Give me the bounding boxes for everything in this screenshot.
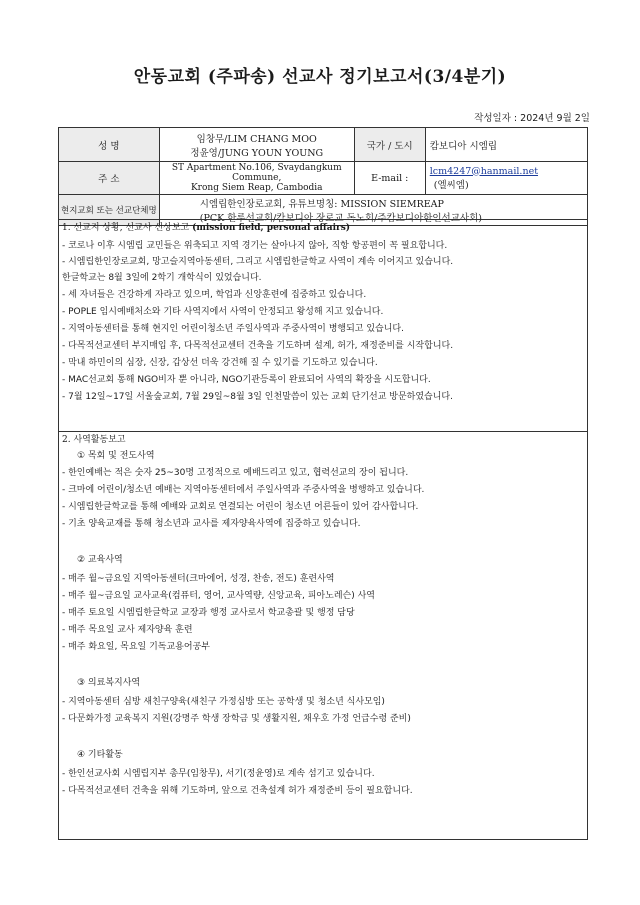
- name-2: 정윤영/JUNG YOUN YOUNG: [190, 147, 324, 159]
- section-1-line: - 막내 하민이의 심장, 신장, 갑상선 더욱 강건해 질 수 있기를 기도하고 있습니다.: [62, 358, 378, 368]
- section-1-line: - 세 자녀들은 건강하게 자라고 있으며, 학업과 신앙훈련에 집중하고 있습니다.: [62, 290, 367, 300]
- email-label: E-mail :: [354, 162, 425, 195]
- section-1-line: - POPLE 임시예배처소와 기타 사역지에서 사역이 안정되고 왕성해 지고 있습니다.: [62, 307, 384, 317]
- section-2-line: - 한인선교사회 시엠립지부 총무(임창무), 서기(정윤영)로 계속 섬기고 있습니다.: [62, 769, 375, 779]
- section-1-heading-en: (mission field, personal affairs): [192, 223, 351, 233]
- section-1-line: - 7월 12일~17일 서울숲교회, 7월 29일~8월 3일 인천말씀이 있는 교회 단기선교 방문하였습니다.: [62, 392, 453, 402]
- email-cell: [425, 162, 587, 195]
- section-2-line: - 기초 양육교재를 통해 청소년과 교사를 제자양육사역에 집중하고 있습니다.: [62, 519, 361, 529]
- section-1-line: - 코로나 이후 시엠립 교민들은 위축되고 지역 경기는 살아나지 않아, 직항 항공편이 꼭 필요합니다.: [62, 241, 448, 251]
- section-2-box: [58, 432, 588, 840]
- section-2-line: - 시엠립한글학교를 통해 예배와 교회로 연결되는 어린이 청소년 어른들이 있어 감사합니다.: [62, 502, 419, 512]
- section-2-line: - 매주 월~금요일 지역아동센터(크마에어, 성경, 찬송, 전도) 훈련사역: [62, 574, 335, 584]
- section-2-line: - 지역아동센터 심방 새친구양육(새친구 가정심방 또는 공학생 및 청소년 식사모임): [62, 697, 385, 707]
- section-1-line: - 다목적선교센터 부지매입 후, 다목적선교센터 건축을 기도하며 설계, 허가, 재정준비를 시작합니다.: [62, 341, 454, 351]
- name-cell: [159, 128, 354, 162]
- section-1-heading-prefix: 1. 선교지 상황, 선교사 신상보고: [62, 223, 193, 233]
- subsection-title: ② 교육사역: [77, 555, 123, 565]
- section-2-line: - 매주 목요일 교사 제자양육 훈련: [62, 625, 193, 635]
- section-1-line: 한글학교는 8월 3일에 2학기 개학식이 있었습니다.: [62, 273, 262, 283]
- name-label: 성 명: [59, 128, 160, 162]
- info-table: [58, 127, 588, 226]
- section-2-line: - 크마에 어린이/청소년 예배는 지역아동센터에서 주일사역과 주중사역을 병행하고 있습니다.: [62, 485, 425, 495]
- subsection-title: ① 목회 및 전도사역: [77, 451, 155, 461]
- email-note: (엘씨엠): [433, 179, 469, 191]
- country-value: 캄보디아 시엠립: [425, 128, 587, 162]
- address-1: ST Apartment No.106, Svaydangkum Commune,: [171, 163, 342, 183]
- org-label: 현지교회 또는 선교단체명: [59, 195, 160, 226]
- subsection-title: ④ 기타활동: [77, 750, 123, 760]
- section-1-line: - MAC선교회 통해 NGO비자 뿐 아니라, NGO기관등록이 완료되어 사역의 확장을 시도합니다.: [62, 375, 431, 385]
- section-2-line: - 매주 월~금요일 교사교육(컴퓨터, 영어, 교사역량, 신앙교육, 피아노레슨) 사역: [62, 591, 375, 601]
- section-1-box: [58, 219, 588, 432]
- address-label: 주 소: [59, 162, 160, 195]
- section-2-line: - 다문화가정 교육복지 지원(강명주 학생 장학금 및 생활지원, 채우호 가정 언급수령 준비): [62, 714, 411, 724]
- org-1: 시엠립한인장로교회, 유튜브명칭: MISSION SIEMREAP: [199, 199, 444, 210]
- address-cell: [159, 162, 354, 195]
- country-label: 국가 / 도시: [354, 128, 425, 162]
- section-1-line: - 시엠립한인장로교회, 망고슬지역아동센터, 그리고 시엠립한글학교 사역이 계속 이어지고 있습니다.: [62, 257, 454, 267]
- name-1: 임창무/LIM CHANG MOO: [196, 133, 317, 145]
- subsection-title: ③ 의료복지사역: [77, 678, 141, 688]
- report-date: 작성일자 : 2024년 9월 2일: [474, 113, 590, 124]
- org-2: (PCK 한루선교회/캄보디아 장로교 독노회/주캄보디아한인선교사회): [199, 213, 482, 224]
- section-2-line: - 매주 토요일 시엠립한글학교 교장과 행정 교사로서 학교총괄 및 행정 담당: [62, 608, 355, 618]
- report-title: 안동교회 (주파송) 선교사 정기보고서(3/4분기): [133, 67, 507, 87]
- section-2-line: - 한인예배는 적은 숫자 25~30명 고정적으로 예배드리고 있고, 협력선교의 장이 됩니다.: [62, 468, 409, 478]
- section-1-heading: [62, 222, 350, 234]
- address-2: Krong Siem Reap, Cambodia: [190, 183, 323, 193]
- section-1-line: - 지역아동센터를 통해 현지인 어린이청소년 주일사역과 주중사역이 병행되고 있습니다.: [62, 324, 404, 334]
- section-2-line: - 매주 화요일, 목요일 기독교용어공부: [62, 642, 210, 652]
- section-2-heading: 2. 사역활동보고: [62, 435, 126, 445]
- section-2-line: - 다목적선교센터 건축을 위해 기도하며, 앞으로 건축설계 허가 재정준비 등이 필요합니다.: [62, 786, 413, 796]
- email-link[interactable]: lcm4247@hanmail.net: [429, 165, 539, 177]
